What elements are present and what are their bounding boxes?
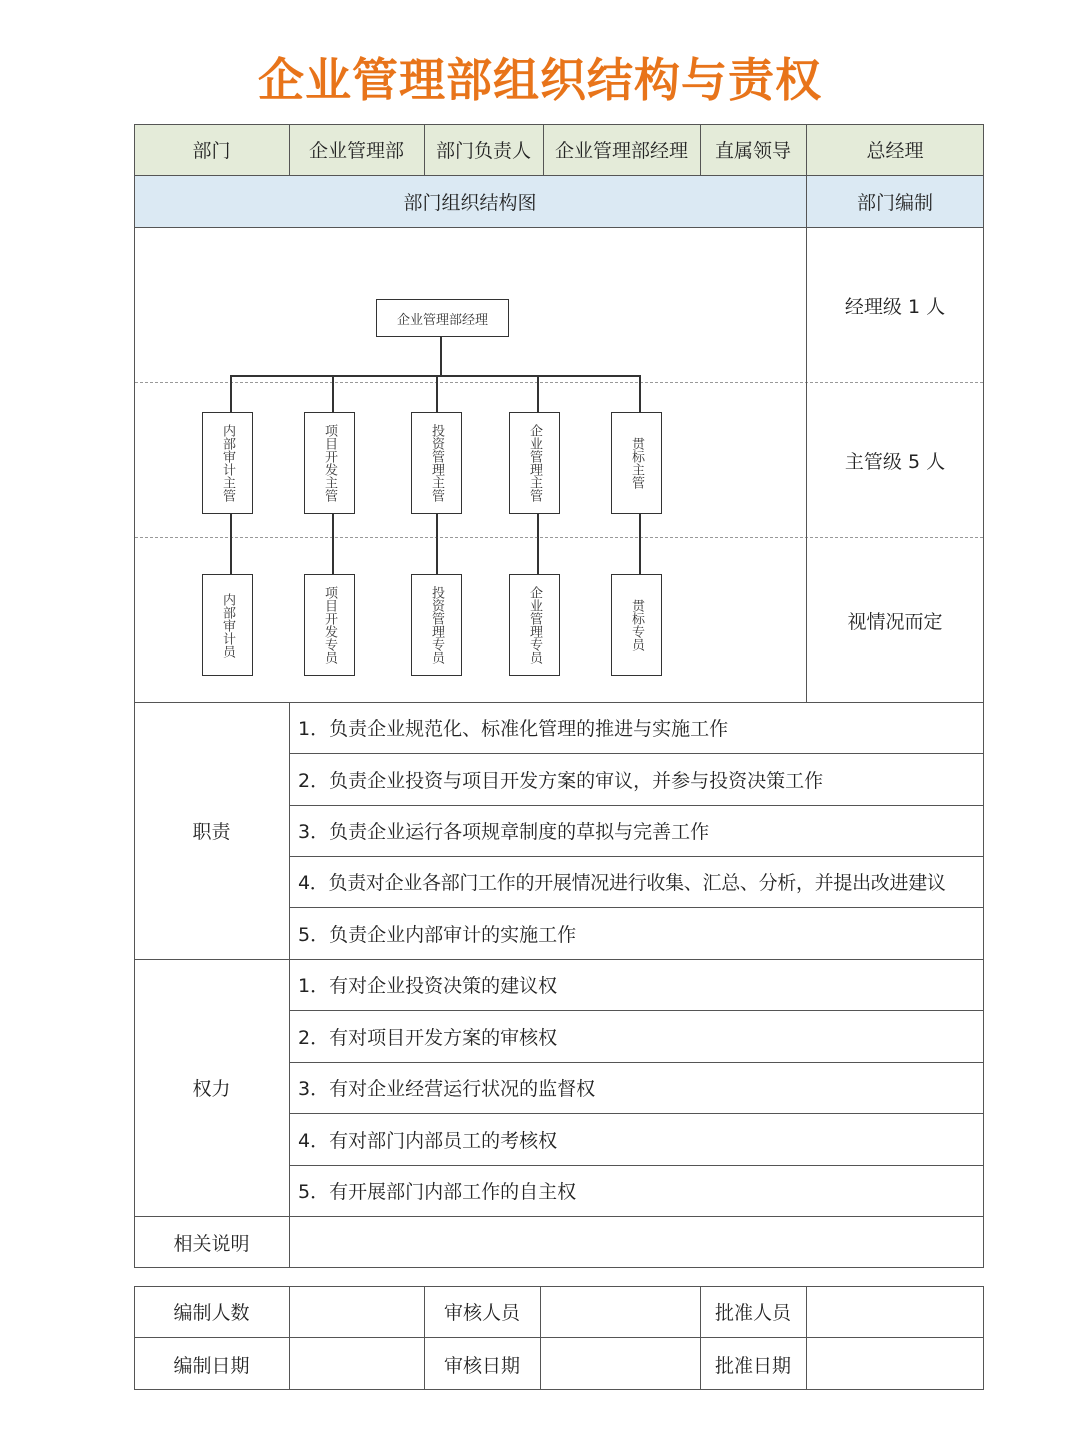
page-title: 企业管理部组织结构与责权	[258, 53, 822, 107]
approve-date-value[interactable]	[807, 1338, 984, 1390]
reviewer-label: 审核人员	[443, 1302, 520, 1324]
staff-count-value[interactable]	[290, 1286, 424, 1337]
org-node-supervisor: 贯标主管	[611, 412, 662, 514]
staffing-supervisor: 主管级 5 人	[844, 450, 946, 473]
staff-count-label: 编制人数	[173, 1302, 250, 1324]
staffing-label: 部门编制	[856, 191, 933, 214]
power-item: 2．有对项目开发方案的审核权	[298, 1026, 558, 1049]
review-date-label: 审核日期	[443, 1354, 520, 1377]
notes-label: 相关说明	[173, 1232, 250, 1255]
org-node-supervisor: 项目开发主管	[304, 412, 355, 514]
org-node-supervisor: 企业管理主管	[509, 412, 560, 514]
dept-value: 企业管理部	[308, 140, 404, 162]
org-node-staff: 投资管理专员	[411, 574, 462, 676]
head-value: 企业管理部经理	[554, 140, 688, 162]
approver-label: 批准人员	[714, 1302, 791, 1324]
duty-item: 4．负责对企业各部门工作的开展情况进行收集、汇总、分析，并提出改进建议	[298, 872, 946, 894]
org-node-staff: 内部审计员	[202, 574, 253, 676]
approve-date-label: 批准日期	[714, 1354, 791, 1377]
power-item: 5．有开展部门内部工作的自主权	[298, 1181, 577, 1203]
power-item: 3．有对企业经营运行状况的监督权	[298, 1078, 596, 1100]
prepared-date-value[interactable]	[290, 1338, 424, 1390]
power-item: 1．有对企业投资决策的建议权	[298, 975, 558, 997]
powers-label: 权力	[192, 1078, 231, 1100]
org-node-supervisor: 投资管理主管	[411, 412, 462, 514]
org-node-top: 企业管理部经理	[376, 299, 509, 337]
duty-item: 2．负责企业投资与项目开发方案的审议，并参与投资决策工作	[298, 769, 824, 792]
reviewer-value[interactable]	[541, 1286, 700, 1337]
org-chart-label: 部门组织结构图	[403, 191, 537, 214]
org-node-supervisor: 内部审计主管	[202, 412, 253, 514]
notes-value[interactable]	[290, 1216, 984, 1268]
superior-value: 总经理	[866, 140, 924, 162]
prepared-date-label: 编制日期	[173, 1354, 250, 1377]
head-label: 部门负责人	[435, 140, 531, 162]
org-node-staff: 贯标专员	[611, 574, 662, 676]
power-item: 4．有对部门内部员工的考核权	[298, 1129, 558, 1152]
duty-item: 3．负责企业运行各项规章制度的草拟与完善工作	[298, 821, 710, 843]
org-node-staff: 项目开发专员	[304, 574, 355, 676]
approver-value[interactable]	[807, 1286, 984, 1337]
staffing-manager: 经理级 1 人	[844, 295, 946, 318]
review-date-value[interactable]	[541, 1338, 700, 1390]
duties-label: 职责	[192, 821, 231, 843]
org-node-staff: 企业管理专员	[509, 574, 560, 676]
dept-label: 部门	[192, 140, 231, 162]
duty-item: 5．负责企业内部审计的实施工作	[298, 923, 577, 946]
duty-item: 1．负责企业规范化、标准化管理的推进与实施工作	[298, 718, 729, 740]
superior-label: 直属领导	[714, 140, 791, 162]
staffing-staff: 视情况而定	[847, 610, 943, 633]
